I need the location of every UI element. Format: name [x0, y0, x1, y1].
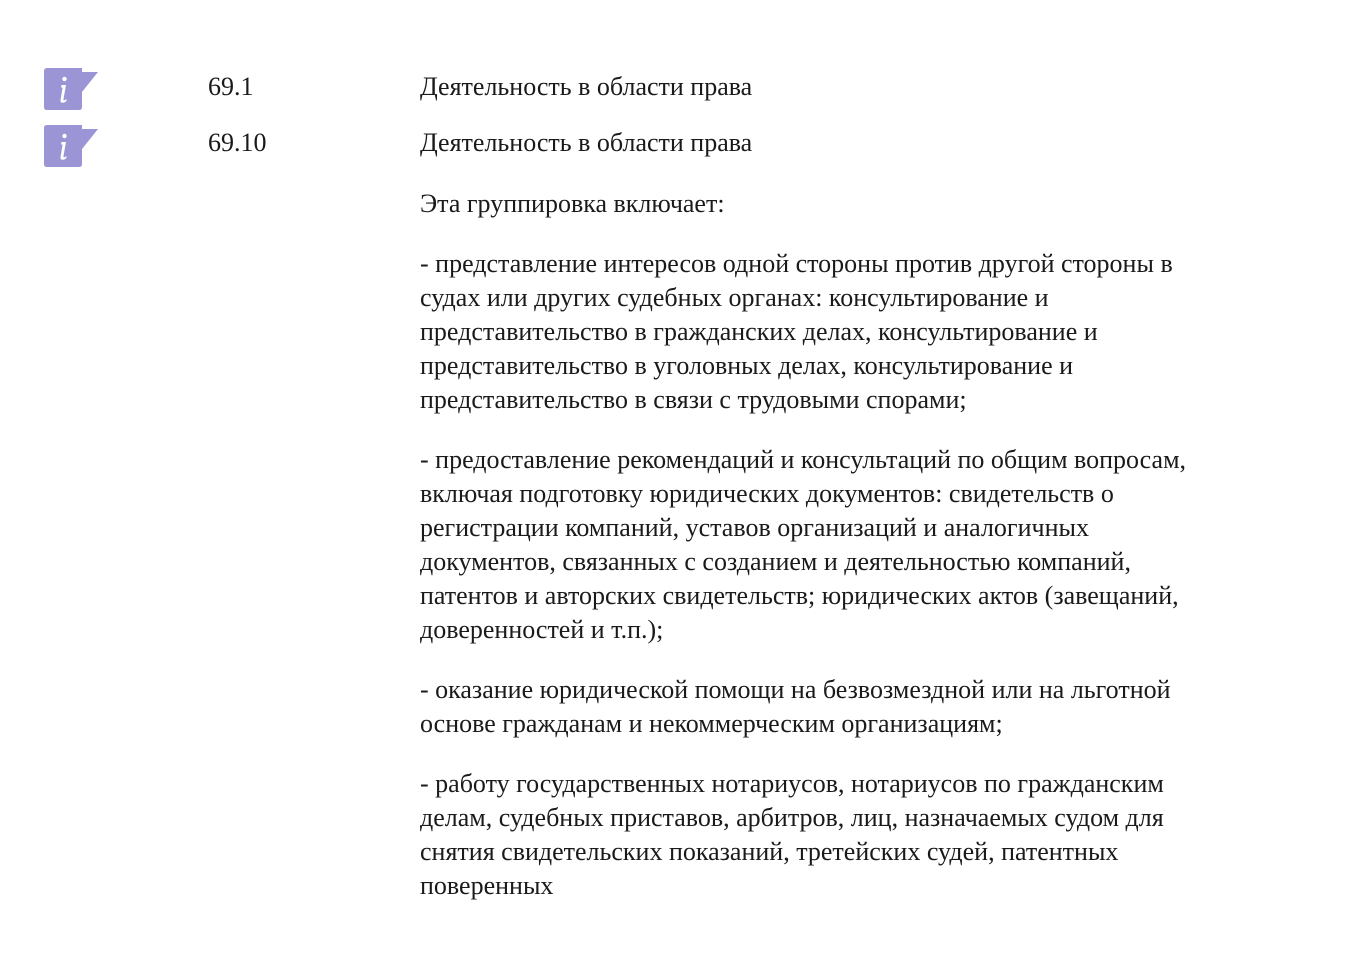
code-description: [420, 187, 1330, 929]
description-line: патентов и авторских свидетельств; юридических актов (завещаний,: [420, 581, 1179, 610]
description-line: снятия свидетельских показаний, третейских судей, патентных: [420, 837, 1119, 866]
description-line: - представление интересов одной стороны против другой стороны в: [420, 249, 1173, 278]
description-line: - предоставление рекомендаций и консультаций по общим вопросам,: [420, 445, 1187, 474]
description-line: регистрации компаний, уставов организаций и аналогичных: [420, 513, 1089, 542]
code-number: 69.10: [208, 128, 267, 157]
code-title: Деятельность в области права: [420, 128, 753, 157]
info-icon[interactable]: [44, 68, 100, 110]
code-number: 69.1: [208, 72, 254, 101]
description-line: представительство в связи с трудовыми спорами;: [420, 385, 967, 414]
description-item: [420, 673, 1330, 741]
description-intro: Эта группировка включает:: [420, 189, 725, 218]
code-row-69-1: [0, 67, 1360, 111]
description-line: доверенностей и т.п.);: [420, 615, 664, 644]
description-line: - оказание юридической помощи на безвозмездной или на льготной: [420, 675, 1171, 704]
description-line: документов, связанных с созданием и деятельностью компаний,: [420, 547, 1131, 576]
description-line: включая подготовку юридических документов: свидетельств о: [420, 479, 1114, 508]
description-item: [420, 767, 1330, 903]
description-item: [420, 247, 1330, 417]
description-line: судах или других судебных органах: консультирование и: [420, 283, 1049, 312]
description-line: поверенных: [420, 871, 554, 900]
description-line: - работу государственных нотариусов, нотариусов по гражданским: [420, 769, 1164, 798]
description-line: представительство в уголовных делах, консультирование и: [420, 351, 1074, 380]
description-line: делам, судебных приставов, арбитров, лиц, назначаемых судом для: [420, 803, 1164, 832]
code-row-69-10: [0, 124, 1360, 168]
code-title: Деятельность в области права: [420, 72, 753, 101]
description-line: представительство в гражданских делах, консультирование и: [420, 317, 1098, 346]
info-icon[interactable]: [44, 125, 100, 167]
description-line: основе гражданам и некоммерческим организациям;: [420, 709, 1003, 738]
description-item: [420, 443, 1330, 647]
